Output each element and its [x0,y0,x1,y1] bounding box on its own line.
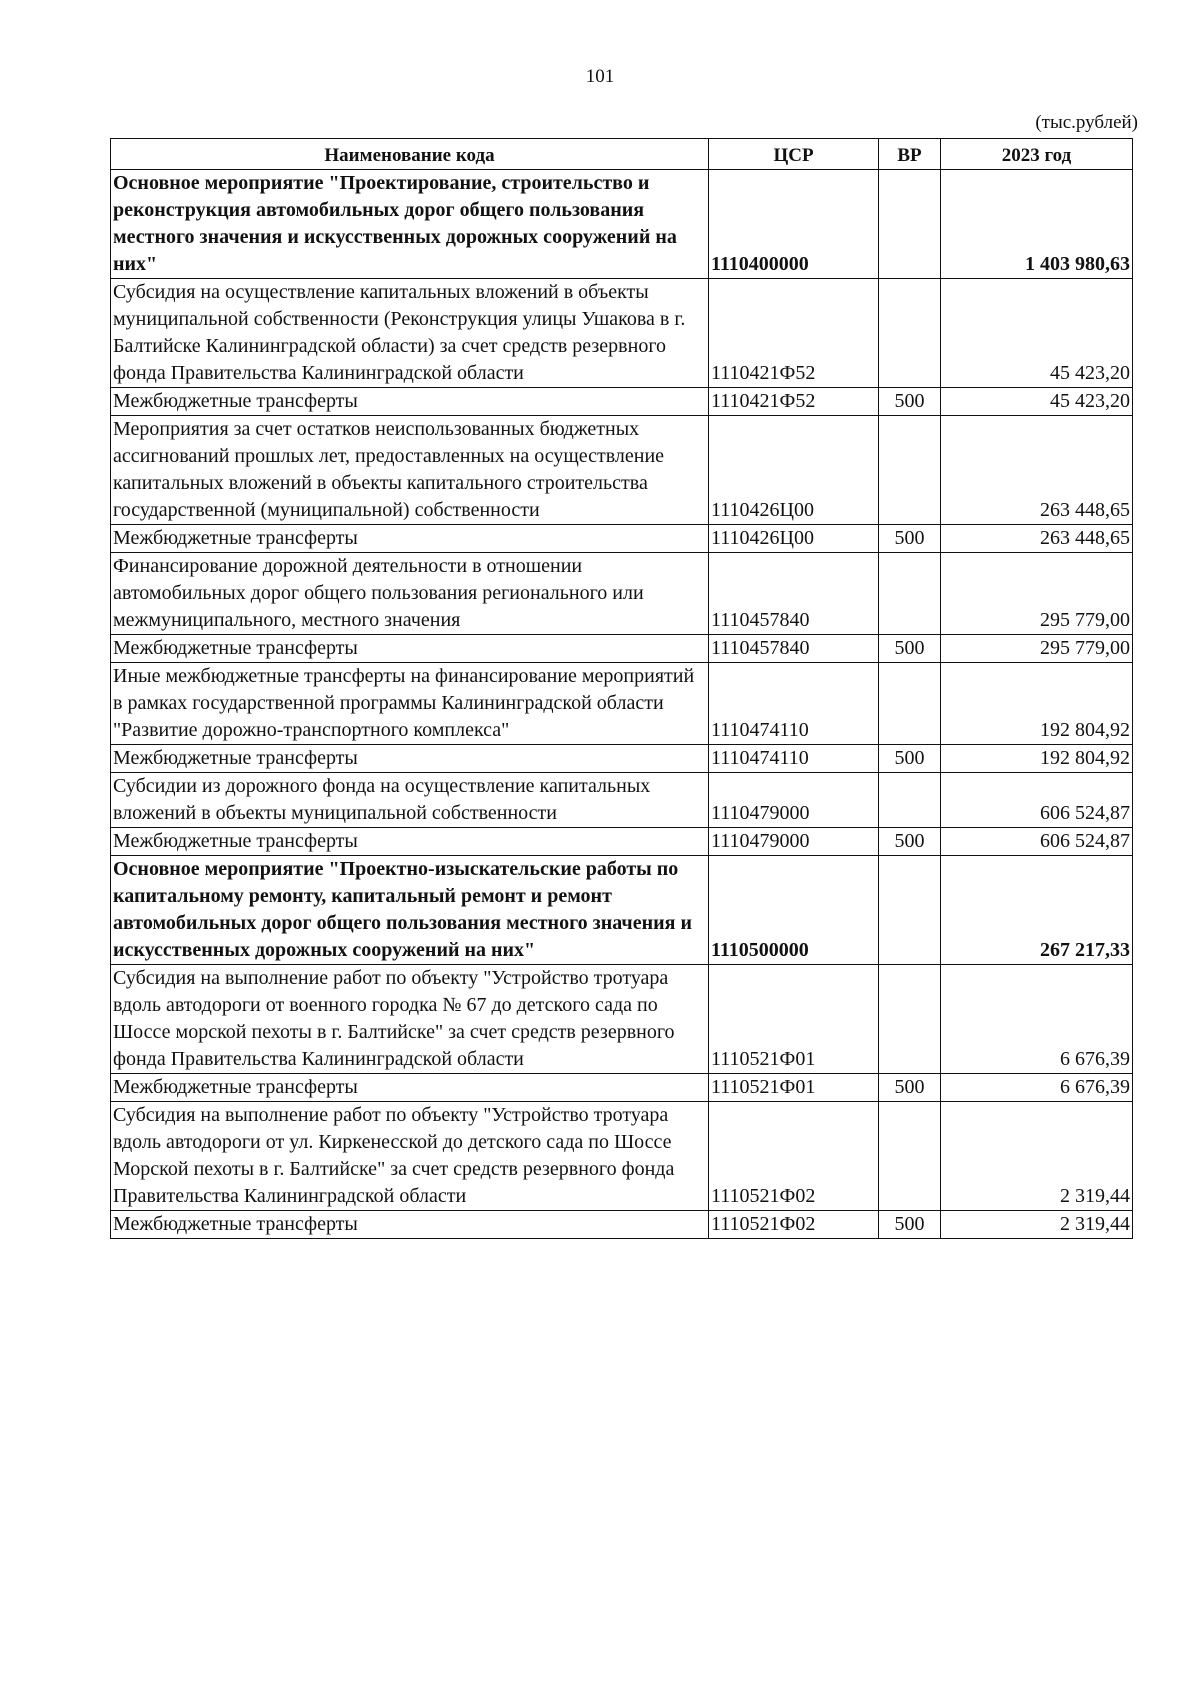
cell-sum: 263 448,65 [941,525,1133,553]
cell-name: Основное мероприятие "Проектирование, строительство и реконструкция автомобильных дорог общего пользования местного значения и искусственных дорожных сооружений на них" [111,170,709,279]
cell-sum: 2 319,44 [941,1102,1133,1211]
cell-name: Финансирование дорожной деятельности в отношении автомобильных дорог общего пользования регионального или межмуниципального, местного значения [111,553,709,635]
cell-csr: 1110479000 [709,773,879,828]
cell-name: Иные межбюджетные трансферты на финансирование мероприятий в рамках государственной программы Калининградской области "Развитие дорожно-транспортного комплекса" [111,663,709,745]
cell-csr: 1110421Ф52 [709,388,879,416]
cell-vr: 500 [879,1211,941,1239]
table-row [111,1102,1133,1211]
cell-name: Межбюджетные трансферты [111,1074,709,1102]
cell-sum: 606 524,87 [941,828,1133,856]
header-name: Наименование кода [111,139,709,170]
cell-name: Межбюджетные трансферты [111,828,709,856]
cell-sum: 263 448,65 [941,416,1133,525]
cell-csr: 1110500000 [709,856,879,965]
cell-csr: 1110474110 [709,663,879,745]
cell-vr: 500 [879,828,941,856]
cell-vr [879,279,941,388]
cell-csr: 1110521Ф01 [709,1074,879,1102]
cell-sum: 45 423,20 [941,279,1133,388]
cell-vr [879,965,941,1074]
cell-vr: 500 [879,1074,941,1102]
table-row [111,635,1133,663]
table-row [111,745,1133,773]
cell-name: Межбюджетные трансферты [111,1211,709,1239]
cell-vr: 500 [879,388,941,416]
cell-csr: 1110479000 [709,828,879,856]
cell-vr: 500 [879,635,941,663]
table-row [111,388,1133,416]
cell-name: Субсидия на осуществление капитальных вложений в объекты муниципальной собственности (Реконструкция улицы Ушакова в г. Балтийске Калининградской области) за счет средств резервного фонда Правительства Калининградской области [111,279,709,388]
cell-name: Межбюджетные трансферты [111,388,709,416]
table-row [111,828,1133,856]
table-row [111,416,1133,525]
cell-vr [879,553,941,635]
table-row [111,773,1133,828]
cell-sum: 6 676,39 [941,965,1133,1074]
cell-sum: 6 676,39 [941,1074,1133,1102]
cell-csr: 1110521Ф02 [709,1102,879,1211]
cell-sum: 295 779,00 [941,553,1133,635]
cell-vr: 500 [879,525,941,553]
table-row [111,525,1133,553]
cell-vr [879,170,941,279]
cell-sum: 2 319,44 [941,1211,1133,1239]
table-row [111,663,1133,745]
table-row [111,170,1133,279]
table-row [111,965,1133,1074]
header-year: 2023 год [941,139,1133,170]
budget-table [110,138,1133,1239]
cell-name: Межбюджетные трансферты [111,635,709,663]
cell-vr [879,773,941,828]
cell-name: Межбюджетные трансферты [111,525,709,553]
table-header-row [111,139,1133,170]
cell-sum: 45 423,20 [941,388,1133,416]
cell-name: Мероприятия за счет остатков неиспользованных бюджетных ассигнований прошлых лет, предоставленных на осуществление капитальных вложений в объекты капитального строительства государственной (муниципальной) собственности [111,416,709,525]
cell-csr: 1110400000 [709,170,879,279]
table-body [111,170,1133,1239]
cell-vr [879,1102,941,1211]
cell-sum: 1 403 980,63 [941,170,1133,279]
cell-sum: 295 779,00 [941,635,1133,663]
cell-vr [879,416,941,525]
cell-name: Основное мероприятие "Проектно-изыскательские работы по капитальному ремонту, капитальный ремонт и ремонт автомобильных дорог общего пользования местного значения и искусственных дорожных сооружений на них" [111,856,709,965]
cell-sum: 267 217,33 [941,856,1133,965]
table-row [111,1211,1133,1239]
cell-csr: 1110457840 [709,553,879,635]
cell-sum: 192 804,92 [941,663,1133,745]
units-label: (тыс.рублей) [1035,112,1138,133]
table-row [111,553,1133,635]
cell-csr: 1110426Ц00 [709,416,879,525]
cell-csr: 1110426Ц00 [709,525,879,553]
cell-sum: 606 524,87 [941,773,1133,828]
table-row [111,1074,1133,1102]
cell-csr: 1110457840 [709,635,879,663]
cell-csr: 1110521Ф02 [709,1211,879,1239]
page-number: 101 [585,66,615,87]
cell-csr: 1110421Ф52 [709,279,879,388]
table-row [111,856,1133,965]
cell-vr [879,856,941,965]
cell-vr [879,663,941,745]
cell-sum: 192 804,92 [941,745,1133,773]
cell-vr: 500 [879,745,941,773]
cell-csr: 1110521Ф01 [709,965,879,1074]
cell-name: Субсидии из дорожного фонда на осуществление капитальных вложений в объекты муниципальной собственности [111,773,709,828]
cell-name: Субсидия на выполнение работ по объекту "Устройство тротуара вдоль автодороги от военного городка № 67 до детского сада по Шоссе морской пехоты в г. Балтийске" за счет средств резервного фонда Правительства Калининградской области [111,965,709,1074]
table-row [111,279,1133,388]
cell-csr: 1110474110 [709,745,879,773]
cell-name: Субсидия на выполнение работ по объекту "Устройство тротуара вдоль автодороги от ул. Киркенесской до детского сада по Шоссе Морской пехоты в г. Балтийске" за счет средств резервного фонда Правительства Калининградской области [111,1102,709,1211]
header-csr: ЦСР [709,139,879,170]
header-vr: ВР [879,139,941,170]
cell-name: Межбюджетные трансферты [111,745,709,773]
